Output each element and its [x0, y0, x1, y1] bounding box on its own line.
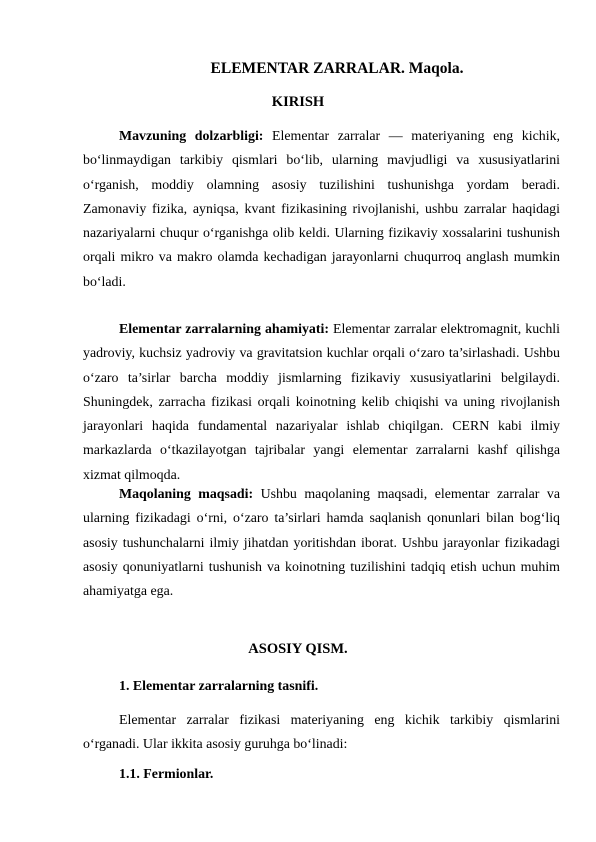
paragraph-text: Ushbu maqolaning maqsadi, elementar zarralar va ularning fizikadagi o‘rni, o‘zaro ta’sirlari hamda saqlanish qonunlari bilan bog‘liq asosiy tushunchalarni ilmiy jihatdan yoritishdan iborat. Ushbu jarayonlar fizikadagi asosiy qonuniyatlarni tushunish va koinotning tuzilishini tadqiq etish uchun muhim ahamiyatga ega.	[83, 487, 560, 600]
section-1-heading: 1. Elementar zarralarning tasnifi.	[119, 679, 319, 694]
main-heading: ASOSIY QISM.	[248, 641, 348, 657]
intro-heading: KIRISH	[271, 94, 325, 110]
paragraph-lead: Mavzuning dolzarbligi:	[119, 129, 264, 144]
paragraph-purpose	[83, 483, 560, 604]
section-1-text	[83, 709, 560, 758]
section-1-1-heading: 1.1. Fermionlar.	[119, 767, 214, 782]
paragraph-importance	[83, 318, 560, 488]
document-title: ELEMENTAR ZARRALAR. Maqola.	[210, 60, 464, 77]
paragraph-text: Elementar zarralar elektromagnit, kuchli yadroviy, kuchsiz yadroviy va gravitatsion kuchlar orqali o‘zaro ta’sirlashadi. Ushbu o‘zaro ta’sirlar barcha moddiy jismlarning fizikaviy xususiyatlarini belgilaydi. Shuningdek, zarracha fizikasi orqali koinotning kelib chiqishi va uning rivojlanish jarayonlari haqida fundamental nazariyalar ishlab chiqilgan. CERN kabi ilmiy markazlarda o‘tkazilayotgan tajribalar yangi elementar zarralarni kashf qilishga xizmat qilmoqda.	[83, 322, 561, 483]
paragraph-text: Elementar zarralar fizikasi materiyaning eng kichik tarkibiy qismlarini o‘rganadi. Ular ikkita asosiy guruhga bo‘linadi:	[83, 713, 560, 753]
paragraph-text: Elementar zarralar — materiyaning eng kichik, bo‘linmaydigan tarkibiy qismlari bo‘lib, ularning mavjudligi va xususiyatlarini o‘rganish, moddiy olamning asosiy tuzilishini tushunishga yordam beradi. Zamonaviy fizika, ayniqsa, kvant fizikasining rivojlanishi, ushbu zarralar haqidagi nazariyalarni chuqur o‘rganishga olib keldi. Ularning fizikaviy xossalarini tushunish orqali mikro va makro olamda kechadigan jarayonlarni chuqurroq anglash mumkin bo‘ladi.	[83, 129, 560, 290]
paragraph-lead: Maqolaning maqsadi:	[119, 487, 254, 502]
paragraph-lead: Elementar zarralarning ahamiyati:	[119, 322, 329, 337]
paragraph-relevance	[83, 125, 560, 295]
